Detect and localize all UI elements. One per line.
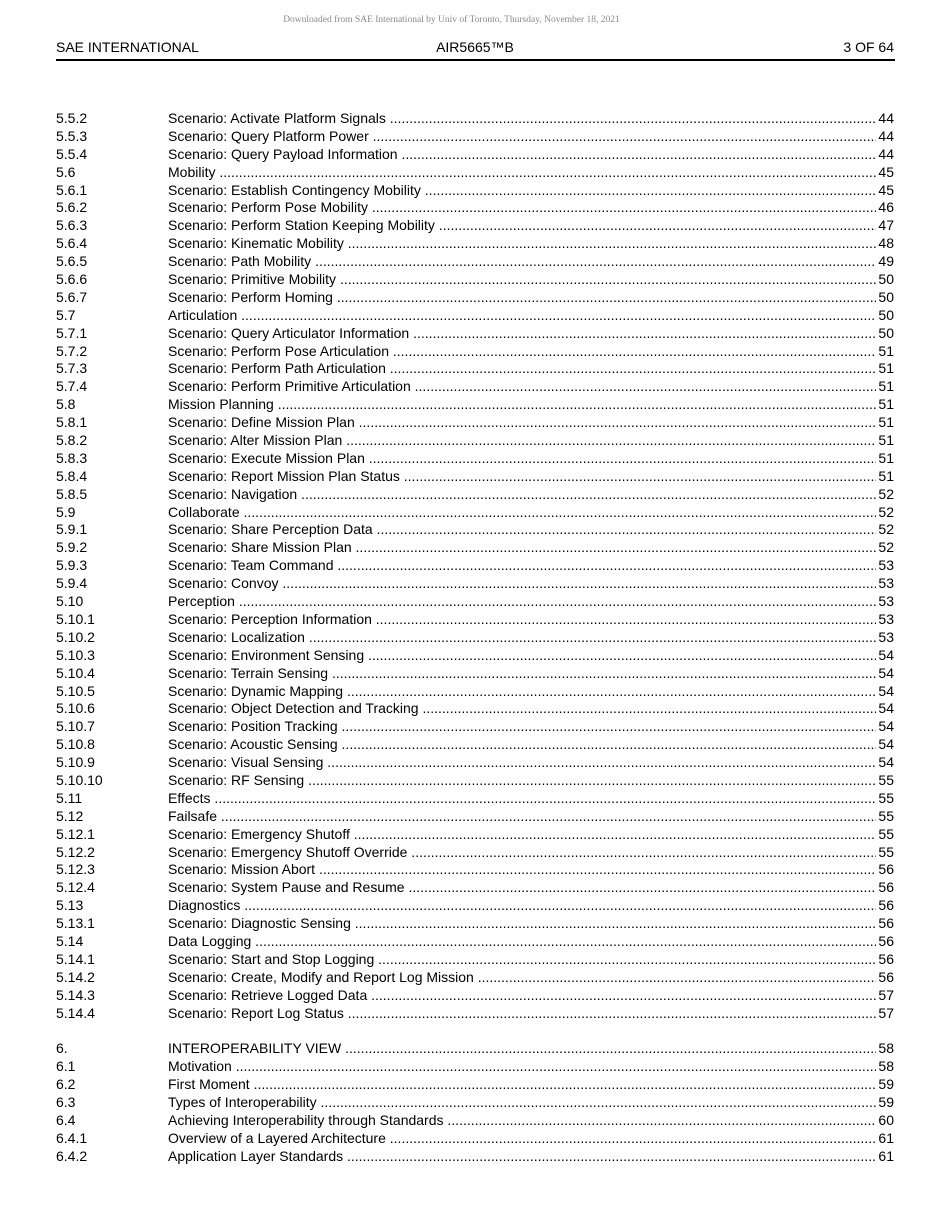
toc-section-title: Scenario: Visual Sensing ..... [168,754,876,772]
toc-section-title: Scenario: Terrain Sensing ..... [168,665,876,683]
header-organization: SAE INTERNATIONAL [56,39,199,55]
toc-entry[interactable] [56,897,894,915]
toc-section-title: Overview of a Layered Architecture ..... [168,1130,876,1148]
toc-section-number: 5.14.2 [56,968,95,985]
toc-section-number: 5.13 [56,897,84,914]
toc-section-title: Perception ..... [168,593,876,611]
toc-entry[interactable] [56,504,894,522]
toc-section-number: 5.12.2 [56,843,95,860]
toc-section-number: 5.12.4 [56,879,95,896]
toc-section-number: 5.6 [56,163,76,180]
header-document-number: AIR5665™B [436,39,514,55]
toc-entry[interactable] [56,378,894,396]
toc-section-title: Scenario: Query Payload Information ..... [168,146,876,164]
toc-entry[interactable] [56,307,894,325]
toc-section-title: Scenario: Emergency Shutoff ..... [168,826,876,844]
toc-page-number: 54 [878,664,894,681]
page-header [56,38,894,56]
toc-page-number: 47 [878,217,894,234]
toc-entry[interactable] [56,128,894,146]
toc-section-title: Scenario: Localization ..... [168,629,876,647]
toc-page-number: 56 [878,897,894,914]
toc-page-number: 49 [878,253,894,270]
table-of-contents [56,110,894,1166]
toc-section-title: Scenario: Kinematic Mobility ..... [168,235,876,253]
toc-page-number: 50 [878,324,894,341]
toc-entry[interactable] [56,915,894,933]
toc-entry[interactable] [56,1130,894,1148]
toc-page-number: 54 [878,718,894,735]
toc-page-number: 61 [878,1147,894,1164]
toc-page-number: 52 [878,503,894,520]
toc-section-number: 5.8.4 [56,467,88,484]
toc-section-title: Types of Interoperability ..... [168,1094,876,1112]
toc-section-number: 6.3 [56,1093,76,1110]
toc-entry[interactable] [56,987,894,1005]
toc-page-number: 56 [878,861,894,878]
toc-entry[interactable] [56,879,894,897]
toc-section-title: Scenario: Perform Homing ..... [168,289,876,307]
toc-entry[interactable] [56,539,894,557]
toc-section-number: 5.8.3 [56,449,88,466]
toc-entry[interactable] [56,271,894,289]
header-divider [56,59,895,61]
toc-page-number: 52 [878,521,894,538]
toc-section-title: Scenario: Define Mission Plan ..... [168,414,876,432]
toc-entry[interactable] [56,933,894,951]
toc-entry[interactable] [56,396,894,414]
toc-section-number: 6. [56,1040,68,1057]
toc-section-title: Scenario: Query Articulator Information ..... [168,325,876,343]
toc-section-number: 5.10.10 [56,771,103,788]
toc-page-number: 55 [878,771,894,788]
toc-page-number: 50 [878,306,894,323]
toc-page-number: 57 [878,1004,894,1021]
toc-section-number: 6.1 [56,1058,76,1075]
toc-section-number: 5.14.3 [56,986,95,1003]
toc-page-number: 52 [878,485,894,502]
toc-section-number: 5.13.1 [56,915,95,932]
toc-entry[interactable] [56,1148,894,1166]
toc-section-title: Mobility ..... [168,164,876,182]
toc-page-number: 45 [878,181,894,198]
toc-section-title: Mission Planning ..... [168,396,876,414]
toc-section-title: Scenario: Execute Mission Plan ..... [168,450,876,468]
toc-entry[interactable] [56,217,894,235]
toc-entry[interactable] [56,683,894,701]
toc-section-title: Scenario: Alter Mission Plan ..... [168,432,876,450]
toc-entry[interactable] [56,844,894,862]
toc-section-number: 5.10.8 [56,736,95,753]
toc-section-title: Scenario: Position Tracking ..... [168,718,876,736]
toc-entry[interactable] [56,1005,894,1023]
toc-page-number: 56 [878,968,894,985]
toc-section-title: Articulation ..... [168,307,876,325]
toc-section-title: Scenario: Convoy ..... [168,575,876,593]
toc-section-number: 5.14 [56,932,84,949]
toc-section-title: INTEROPERABILITY VIEW ..... [168,1040,876,1058]
toc-section-number: 5.7.3 [56,360,88,377]
toc-page-number: 51 [878,396,894,413]
toc-page-number: 45 [878,163,894,180]
toc-page-number: 53 [878,628,894,645]
toc-page-number: 55 [878,789,894,806]
toc-section-title: Scenario: Emergency Shutoff Override ..... [168,844,876,862]
toc-section-title: Motivation ..... [168,1058,876,1076]
toc-page-number: 54 [878,736,894,753]
toc-entry[interactable] [56,593,894,611]
toc-section-number: 5.10.5 [56,682,95,699]
toc-section-title: Diagnostics ..... [168,897,876,915]
toc-section-title: Scenario: Perform Primitive Articulation ..... [168,378,876,396]
toc-entry[interactable] [56,611,894,629]
toc-section-title: Scenario: Dynamic Mapping ..... [168,683,876,701]
toc-page-number: 51 [878,378,894,395]
toc-page-number: 56 [878,932,894,949]
toc-section-number: 5.10.7 [56,718,95,735]
toc-page-number: 60 [878,1111,894,1128]
toc-entry[interactable] [56,253,894,271]
toc-page-number: 51 [878,467,894,484]
toc-section-title: First Moment ..... [168,1076,876,1094]
toc-page-number: 53 [878,610,894,627]
toc-entry[interactable] [56,110,894,128]
toc-section-number: 5.6.3 [56,217,88,234]
toc-section-title: Scenario: Acoustic Sensing ..... [168,736,876,754]
toc-section-number: 5.5.4 [56,145,88,162]
toc-entry[interactable] [56,360,894,378]
toc-section-number: 5.12 [56,807,84,824]
toc-section-number: 5.6.4 [56,235,88,252]
toc-entry[interactable] [56,790,894,808]
toc-page-number: 51 [878,449,894,466]
toc-section-number: 5.10.1 [56,610,95,627]
toc-page-number: 56 [878,879,894,896]
toc-entry[interactable] [56,235,894,253]
toc-section-title: Scenario: System Pause and Resume ..... [168,879,876,897]
toc-page-number: 44 [878,127,894,144]
toc-section-title: Scenario: Perform Station Keeping Mobility ..... [168,217,876,235]
toc-section-number: 5.10 [56,593,84,610]
toc-page-number: 51 [878,414,894,431]
toc-entry[interactable] [56,1040,894,1058]
toc-section-number: 5.9.4 [56,575,88,592]
toc-page-number: 56 [878,950,894,967]
toc-section-number: 5.12.3 [56,861,95,878]
toc-page-number: 55 [878,807,894,824]
toc-entry[interactable] [56,826,894,844]
toc-section-number: 5.8.1 [56,414,88,431]
toc-section-number: 5.7 [56,306,76,323]
toc-page-number: 51 [878,432,894,449]
toc-section-number: 5.10.6 [56,700,95,717]
toc-page-number: 58 [878,1040,894,1057]
toc-section-title: Scenario: Diagnostic Sensing ..... [168,915,876,933]
toc-section-title: Scenario: Mission Abort ..... [168,861,876,879]
toc-entry[interactable] [56,736,894,754]
toc-section-title: Scenario: Retrieve Logged Data ..... [168,987,876,1005]
toc-page-number: 52 [878,539,894,556]
toc-section-title: Scenario: Activate Platform Signals ..... [168,110,876,128]
toc-entry[interactable] [56,468,894,486]
toc-entry[interactable] [56,325,894,343]
toc-entry[interactable] [56,951,894,969]
toc-section-number: 5.9.1 [56,521,88,538]
toc-entry[interactable] [56,629,894,647]
toc-entry[interactable] [56,164,894,182]
toc-section-number: 5.12.1 [56,825,95,842]
toc-entry[interactable] [56,146,894,164]
toc-page-number: 53 [878,593,894,610]
toc-page-number: 58 [878,1058,894,1075]
toc-section-title: Scenario: Perform Pose Mobility ..... [168,199,876,217]
toc-section-title: Scenario: Perception Information ..... [168,611,876,629]
toc-section-number: 5.14.4 [56,1004,95,1021]
toc-entry[interactable] [56,700,894,718]
toc-section-number: 5.9.3 [56,557,88,574]
toc-page-number: 54 [878,646,894,663]
toc-section-title: Scenario: Query Platform Power ..... [168,128,876,146]
toc-entry[interactable] [56,772,894,790]
toc-page-number: 56 [878,915,894,932]
toc-section-number: 5.6.6 [56,271,88,288]
toc-section-number: 5.9.2 [56,539,88,556]
toc-entry[interactable] [56,861,894,879]
toc-section-number: 5.8 [56,396,76,413]
toc-entry[interactable] [56,343,894,361]
toc-page-number: 48 [878,235,894,252]
toc-page-number: 54 [878,682,894,699]
toc-entry[interactable] [56,754,894,772]
toc-page-number: 54 [878,700,894,717]
toc-section-title: Scenario: Share Mission Plan ..... [168,539,876,557]
toc-section-title: Scenario: Share Perception Data ..... [168,521,876,539]
toc-entry[interactable] [56,718,894,736]
toc-page-number: 44 [878,145,894,162]
toc-page-number: 53 [878,557,894,574]
toc-page-number: 61 [878,1129,894,1146]
toc-section-number: 5.10.4 [56,664,95,681]
toc-entry[interactable] [56,647,894,665]
toc-section-title: Scenario: RF Sensing ..... [168,772,876,790]
toc-section-number: 5.10.9 [56,754,95,771]
toc-entry[interactable] [56,1058,894,1076]
toc-section-title: Scenario: Start and Stop Logging ..... [168,951,876,969]
toc-entry[interactable] [56,450,894,468]
toc-entry[interactable] [56,182,894,200]
toc-section-title: Achieving Interoperability through Standards ..... [168,1112,876,1130]
toc-entry[interactable] [56,557,894,575]
toc-section-number: 5.14.1 [56,950,95,967]
toc-entry[interactable] [56,414,894,432]
toc-section-number: 6.4.1 [56,1129,88,1146]
toc-entry[interactable] [56,521,894,539]
toc-page-number: 44 [878,110,894,126]
toc-entry[interactable] [56,289,894,307]
toc-entry[interactable] [56,199,894,217]
toc-section-title: Scenario: Perform Pose Articulation ..... [168,343,876,361]
toc-section-number: 6.4.2 [56,1147,88,1164]
toc-section-number: 5.11 [56,789,83,806]
toc-section-title: Application Layer Standards ..... [168,1148,876,1166]
toc-section-number: 5.6.5 [56,253,88,270]
toc-section-number: 5.6.2 [56,199,88,216]
toc-section-title: Failsafe ..... [168,808,876,826]
toc-entry[interactable] [56,432,894,450]
toc-page-number: 50 [878,271,894,288]
toc-section-number: 5.5.2 [56,110,88,126]
toc-entry[interactable] [56,1076,894,1094]
toc-section-title: Effects ..... [168,790,876,808]
toc-section-title: Scenario: Path Mobility ..... [168,253,876,271]
toc-entry[interactable] [56,575,894,593]
toc-section-number: 6.4 [56,1111,76,1128]
download-watermark-note: Downloaded from SAE International by Univ of Toronto, Thursday, November 18, 2021 [283,15,620,25]
toc-page-number: 59 [878,1093,894,1110]
toc-section-number: 5.5.3 [56,127,88,144]
toc-section-title: Scenario: Object Detection and Tracking ..... [168,700,876,718]
toc-page-number: 55 [878,825,894,842]
toc-page-number: 57 [878,986,894,1003]
toc-section-number: 5.6.7 [56,288,88,305]
toc-entry[interactable] [56,969,894,987]
toc-section-number: 5.9 [56,503,76,520]
toc-page-number: 51 [878,342,894,359]
toc-section-title: Scenario: Navigation ..... [168,486,876,504]
toc-section-title: Collaborate ..... [168,504,876,522]
toc-section-number: 5.7.2 [56,342,88,359]
toc-entry[interactable] [56,486,894,504]
toc-section-title: Scenario: Environment Sensing ..... [168,647,876,665]
toc-section-number: 5.6.1 [56,181,88,198]
toc-section-number: 5.10.2 [56,628,95,645]
toc-page-number: 54 [878,754,894,771]
toc-section-title: Data Logging ..... [168,933,876,951]
toc-page-number: 59 [878,1076,894,1093]
toc-section-title: Scenario: Perform Path Articulation ..... [168,360,876,378]
toc-entry[interactable] [56,665,894,683]
toc-section-number: 5.7.4 [56,378,88,395]
toc-section-title: Scenario: Establish Contingency Mobility ..... [168,182,876,200]
toc-page-number: 51 [878,360,894,377]
toc-page-number: 50 [878,288,894,305]
toc-section-title: Scenario: Report Log Status ..... [168,1005,876,1023]
toc-page-number: 55 [878,843,894,860]
toc-section-title: Scenario: Team Command ..... [168,557,876,575]
header-page-indicator: 3 OF 64 [843,39,894,55]
toc-section-number: 5.10.3 [56,646,95,663]
toc-section-title: Scenario: Primitive Mobility ..... [168,271,876,289]
toc-section-title: Scenario: Report Mission Plan Status ..... [168,468,876,486]
toc-page-number: 53 [878,575,894,592]
toc-section-number: 5.7.1 [56,324,88,341]
toc-section-title: Scenario: Create, Modify and Report Log Mission ..... [168,969,876,987]
toc-section-number: 6.2 [56,1076,76,1093]
toc-entry[interactable] [56,1112,894,1130]
toc-section-number: 5.8.2 [56,432,88,449]
toc-page-number: 46 [878,199,894,216]
toc-entry[interactable] [56,1094,894,1112]
toc-entry[interactable] [56,808,894,826]
toc-section-number: 5.8.5 [56,485,88,502]
